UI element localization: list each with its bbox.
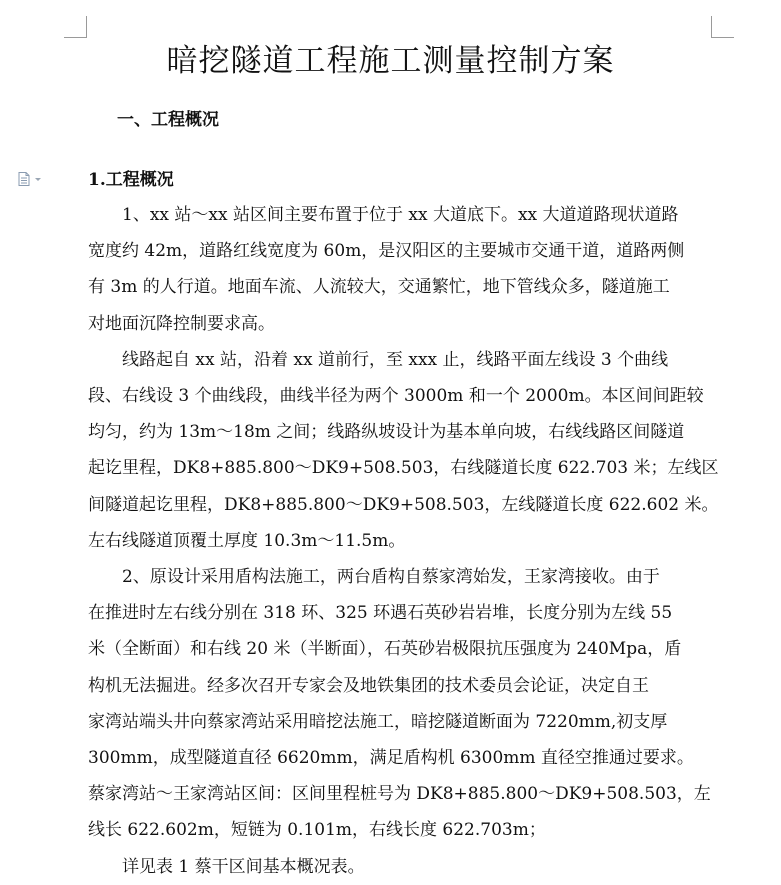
crop-mark-top-left-vertical bbox=[86, 16, 87, 38]
text-line: 段、右线设 3 个曲线段，曲线半径为两个 3000m 和一个 2000m。本区间间距较 bbox=[88, 386, 704, 407]
text-line: 左右线隧道顶覆土厚度 10.3m～11.5m。 bbox=[88, 530, 406, 551]
text-line: 米（全断面）和右线 20 米（半断面），石英砂岩极限抗压强度为 240Mpa，盾 bbox=[88, 639, 682, 660]
document-body bbox=[88, 197, 719, 885]
text-line: 2、原设计采用盾构法施工，两台盾构自蔡家湾始发，王家湾接收。由于 bbox=[122, 567, 660, 588]
crop-mark-top-right-vertical bbox=[711, 16, 712, 38]
paragraph-4 bbox=[88, 849, 716, 885]
subsection-heading: 1.工程概况 bbox=[88, 170, 174, 190]
paragraph-3 bbox=[88, 559, 716, 849]
text-line: 家湾站端头井向蔡家湾站采用暗挖法施工，暗挖隧道断面为 7220mm,初支厚 bbox=[88, 711, 668, 732]
text-line: 构机无法掘进。经多次召开专家会及地铁集团的技术委员会论证，决定自王 bbox=[88, 675, 649, 696]
text-line: 有 3m 的人行道。地面车流、人流较大，交通繁忙，地下管线众多，隧道施工 bbox=[88, 277, 670, 298]
text-line: 间隧道起讫里程，DK8+885.800～DK9+508.503，左线隧道长度 622.602 米。 bbox=[88, 494, 719, 515]
document-icon[interactable] bbox=[18, 171, 44, 185]
text-line: 均匀，约为 13m～18m 之间；线路纵坡设计为基本单向坡，右线线路区间隧道 bbox=[88, 422, 685, 443]
document-title: 暗挖隧道工程施工测量控制方案 bbox=[166, 43, 615, 79]
text-line: 宽度约 42m，道路红线宽度为 60m，是汉阳区的主要城市交通干道，道路两侧 bbox=[88, 241, 685, 262]
crop-mark-top-left-horizontal bbox=[64, 37, 87, 38]
text-line: 在推进时左右线分别在 318 环、325 环遇石英砂岩岩堆，长度分别为左线 55 bbox=[88, 603, 673, 624]
text-line: 详见表 1 蔡干区间基本概况表。 bbox=[122, 856, 365, 877]
text-line: 起讫里程，DK8+885.800～DK9+508.503，右线隧道长度 622.703 米；左线区 bbox=[88, 458, 719, 479]
paragraph-1 bbox=[88, 197, 716, 342]
paragraph-2 bbox=[88, 342, 719, 559]
section-heading: 一、工程概况 bbox=[117, 110, 219, 130]
text-line: 1、xx 站～xx 站区间主要布置于位于 xx 大道底下。xx 大道道路现状道路 bbox=[122, 205, 679, 225]
text-line: 对地面沉降控制要求高。 bbox=[88, 313, 275, 334]
crop-mark-top-right-horizontal bbox=[711, 37, 734, 38]
text-line: 线长 622.602m，短链为 0.101m，右线长度 622.703m； bbox=[88, 820, 546, 841]
text-line: 300mm，成型隧道直径 6620mm，满足盾构机 6300mm 直径空推通过要求。 bbox=[88, 748, 694, 769]
text-line: 蔡家湾站～王家湾站区间：区间里程桩号为 DK8+885.800～DK9+508.503，左 bbox=[88, 784, 711, 805]
text-line: 线路起自 xx 站，沿着 xx 道前行，至 xxx 止，线路平面左线设 3 个曲线 bbox=[122, 349, 669, 370]
